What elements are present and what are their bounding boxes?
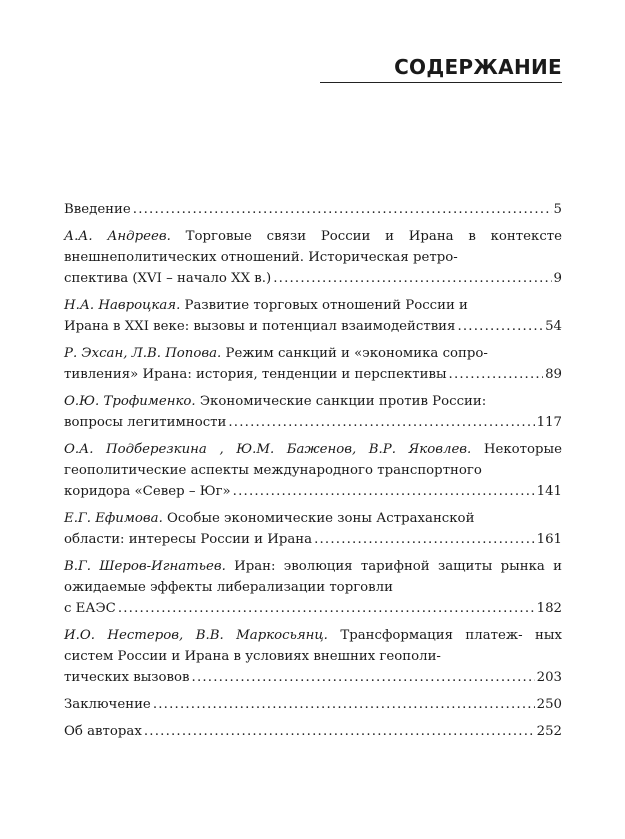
toc-entry-line xyxy=(64,529,562,550)
toc-author: Н.А. Навроцкая. xyxy=(64,298,181,313)
toc-author: О.Ю. Трофименко. xyxy=(64,394,196,409)
dot-leader xyxy=(457,316,543,337)
toc-entry-title-end: с ЕАЭС xyxy=(64,601,116,616)
dot-leader xyxy=(314,529,535,550)
toc-entry-line xyxy=(64,364,562,385)
toc-entry-title-end: коридора «Север – Юг» xyxy=(64,484,231,499)
toc-entry-title: Об авторах xyxy=(64,724,142,739)
toc-entry-efimova[interactable] xyxy=(64,508,562,550)
toc-entry-introduction[interactable] xyxy=(64,199,562,220)
toc-entry-text xyxy=(64,439,562,481)
toc-page-number: 250 xyxy=(536,697,562,712)
toc-author: О.А. Подберезкина , Ю.М. Баженов, В.Р. Яковлев. xyxy=(64,442,472,457)
dot-leader xyxy=(228,412,534,433)
dot-leader xyxy=(118,598,535,619)
toc-entry-title: Особые экономические зоны Астраханской xyxy=(162,511,475,526)
toc-page-number: 89 xyxy=(545,367,562,382)
toc-page-number: 117 xyxy=(536,415,562,430)
toc-entry-text xyxy=(64,343,562,364)
toc-entry-text xyxy=(64,295,562,316)
toc-entry-title-end: тических вызовов xyxy=(64,670,190,685)
toc-entry-line xyxy=(64,694,562,715)
dot-leader xyxy=(133,199,552,220)
toc-author: А.А. Андреев. xyxy=(64,229,171,244)
toc-entry-nesterov-markosyants[interactable] xyxy=(64,625,562,688)
toc-entry-andreev[interactable] xyxy=(64,226,562,289)
toc-entry-title: Заключение xyxy=(64,697,151,712)
toc-entry-navrotskaya[interactable] xyxy=(64,295,562,337)
toc-entry-sherov-ignatiev[interactable] xyxy=(64,556,562,619)
dot-leader xyxy=(233,481,535,502)
toc-entry-about-authors[interactable] xyxy=(64,721,562,742)
toc-author: В.Г. Шеров-Игнатьев. xyxy=(64,559,226,574)
title-underline xyxy=(320,82,562,83)
toc-entry-line xyxy=(64,268,562,289)
toc-entry-title: Введение xyxy=(64,202,131,217)
toc-entry-ehsan-popova[interactable] xyxy=(64,343,562,385)
toc-page-number: 203 xyxy=(536,670,562,685)
toc-entry-line xyxy=(64,412,562,433)
toc-entry-text xyxy=(64,226,562,268)
toc-entry-line xyxy=(64,316,562,337)
toc-entry-title-end: вопросы легитимности xyxy=(64,415,227,430)
table-of-contents xyxy=(64,199,562,748)
toc-page-number: 252 xyxy=(536,724,562,739)
toc-entry-line xyxy=(64,721,562,742)
dot-leader xyxy=(144,721,535,742)
toc-page-number: 9 xyxy=(553,271,562,286)
toc-entry-text xyxy=(64,625,562,667)
dot-leader xyxy=(273,268,551,289)
toc-page-number: 141 xyxy=(536,484,562,499)
page-title: СОДЕРЖАНИЕ xyxy=(394,55,562,79)
toc-entry-title-end: тивления» Ирана: история, тенденции и перспективы xyxy=(64,367,447,382)
dot-leader xyxy=(153,694,535,715)
toc-author: Р. Эхсан, Л.В. Попова. xyxy=(64,346,222,361)
dot-leader xyxy=(192,667,535,688)
toc-page-number: 161 xyxy=(536,532,562,547)
toc-entry-title-end: области: интересы России и Ирана xyxy=(64,532,313,547)
toc-page-number: 54 xyxy=(545,319,562,334)
toc-entry-text xyxy=(64,391,562,412)
toc-entry-line xyxy=(64,598,562,619)
toc-entry-title: Трансформация платеж- ных систем России и Ирана в условиях внешних геополи- xyxy=(64,628,562,664)
toc-entry-title-end: Ирана в XXI веке: вызовы и потенциал взаимодействия xyxy=(64,319,456,334)
toc-entry-podberezkina[interactable] xyxy=(64,439,562,502)
toc-entry-text xyxy=(64,508,562,529)
toc-entry-title: Торговые связи России и Ирана в контексте внешнеполитических отношений. Историческая ретро- xyxy=(64,229,562,265)
toc-entry-line xyxy=(64,199,562,220)
dot-leader xyxy=(449,364,544,385)
toc-entry-line xyxy=(64,667,562,688)
toc-entry-title: Экономические санкции против России: xyxy=(195,394,487,409)
toc-author: И.О. Нестеров, В.В. Маркосьянц. xyxy=(64,628,328,643)
toc-author: Е.Г. Ефимова. xyxy=(64,511,163,526)
toc-entry-trofimenko[interactable] xyxy=(64,391,562,433)
toc-entry-title: Иран: эволюция тарифной защиты рынка и ожидаемые эффекты либерализации торговли xyxy=(64,559,562,595)
toc-entry-conclusion[interactable] xyxy=(64,694,562,715)
toc-entry-title: Режим санкций и «экономика сопро- xyxy=(221,346,488,361)
toc-entry-title: Развитие торговых отношений России и xyxy=(180,298,468,313)
toc-entry-line xyxy=(64,481,562,502)
toc-entry-title: Некоторые геополитические аспекты международного транспортного xyxy=(64,442,562,478)
toc-page-number: 5 xyxy=(553,202,562,217)
toc-entry-title-end: спектива (XVI – начало XX в.) xyxy=(64,271,272,286)
toc-page-number: 182 xyxy=(536,601,562,616)
toc-entry-text xyxy=(64,556,562,598)
